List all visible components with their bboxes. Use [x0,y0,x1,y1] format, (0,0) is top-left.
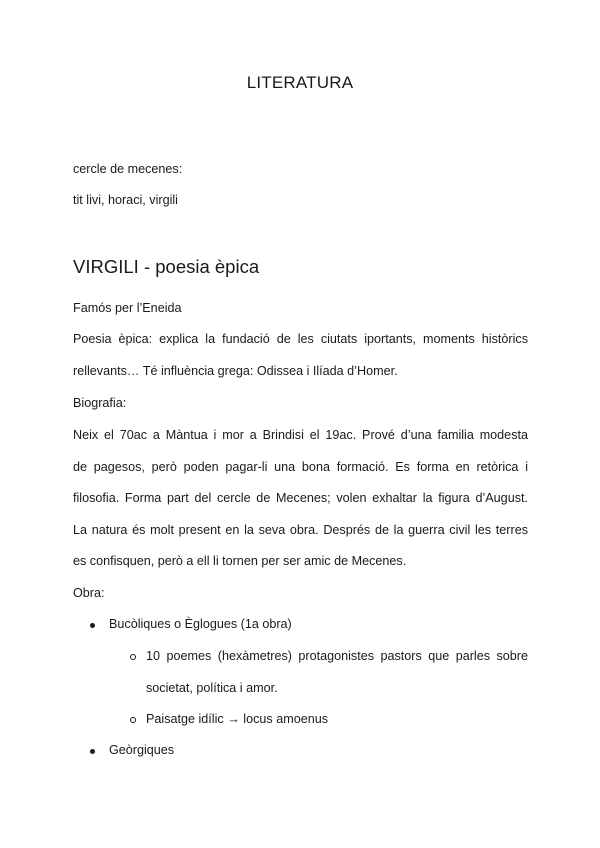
subitem-landscape: Paisatge idílic → locus amoenus [146,712,329,726]
document-title: LITERATURA [246,73,354,92]
bullet-dot-icon [90,749,95,754]
biography-label: Biografia: [73,396,127,410]
paragraph-epic-line-1: Poesia èpica: explica la fundació de les ciutats iportants, moments històrics [73,332,528,346]
bullet-circle-icon [130,654,136,660]
work-item-georgiques: Geòrgiques [109,743,175,757]
biography-line-5: es confisquen, però a ell li tornen per ser amic de Mecenes. [73,554,407,568]
biography-line-4: La natura és molt present en la seva obra. Després de la guerra civil les terres [73,523,528,537]
intro-line-1: cercle de mecenes: [73,162,183,176]
section-heading: VIRGILI - poesia èpica [73,256,260,277]
subitem-poems-line-2: societat, política i amor. [146,681,278,695]
paragraph-epic-line-2: rellevants… Té influència grega: Odissea i Ilíada d’Homer. [73,364,398,378]
paragraph-famous: Famós per l’Eneida [73,301,182,315]
work-label: Obra: [73,586,105,600]
biography-line-1: Neix el 70ac a Màntua i mor a Brindisi el 19ac. Prové d’una familia modesta [73,428,528,442]
intro-line-2: tit livi, horaci, virgili [73,193,178,207]
bullet-dot-icon [90,623,95,628]
work-item-bucoliques: Bucòliques o Èglogues (1a obra) [109,617,292,631]
subitem-poems-line-1: 10 poemes (hexàmetres) protagonistes pastors que parles sobre [146,649,528,663]
biography-line-2: de pagesos, però poden pagar-li una bona formació. Es forma en retòrica i [73,460,528,474]
biography-line-3: filosofia. Forma part del cercle de Mecenes; volen exhaltar la figura d’August. [73,491,528,505]
bullet-circle-icon [130,717,136,723]
